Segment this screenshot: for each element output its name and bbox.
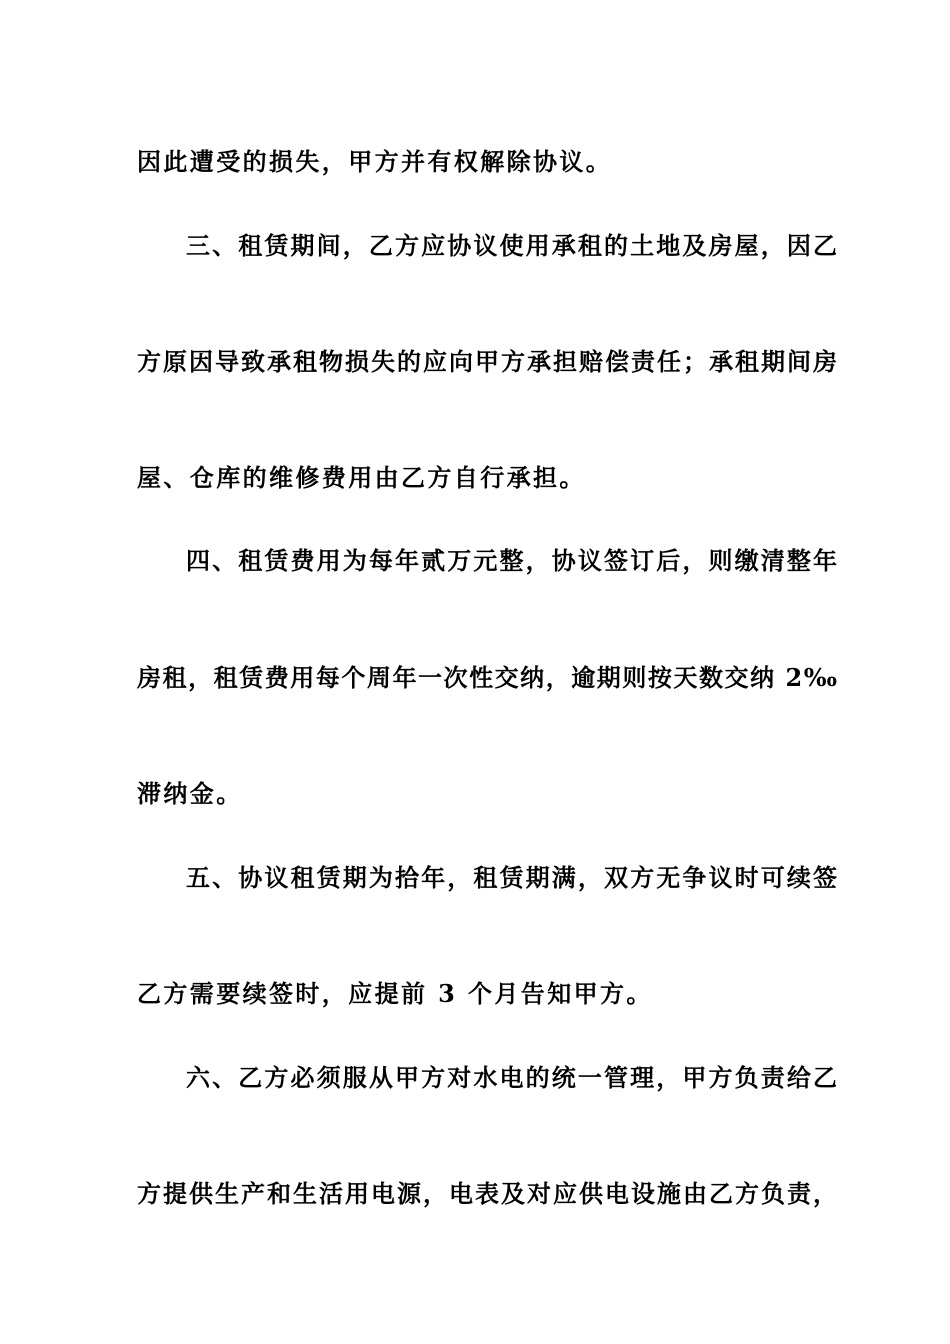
paragraph-line: 三、租赁期间，乙方应协议使用承租的土地及房屋，因乙 xyxy=(186,231,837,260)
paragraph-line: 屋、仓库的维修费用由乙方自行承担。 xyxy=(137,463,586,492)
paragraph-line: 四、租赁费用为每年贰万元整，协议签订后，则缴清整年 xyxy=(186,546,837,575)
paragraph-line: 滞纳金。 xyxy=(137,779,243,808)
paragraph-line: 房租，租赁费用每个周年一次性交纳，逾期则按天数交纳 2‰ xyxy=(137,663,837,692)
paragraph-line: 五、协议租赁期为拾年，租赁期满，双方无争议时可续签 xyxy=(186,863,837,892)
paragraph-line: 乙方需要续签时，应提前 3 个月告知甲方。 xyxy=(137,979,653,1008)
paragraph-line: 方提供生产和生活用电源，电表及对应供电设施由乙方负责， xyxy=(137,1179,837,1208)
paragraph-line: 方原因导致承租物损失的应向甲方承担赔偿责任；承租期间房 xyxy=(137,347,837,376)
paragraph-line: 因此遭受的损失，甲方并有权解除协议。 xyxy=(137,147,613,176)
paragraph-line: 六、乙方必须服从甲方对水电的统一管理，甲方负责给乙 xyxy=(186,1063,837,1092)
